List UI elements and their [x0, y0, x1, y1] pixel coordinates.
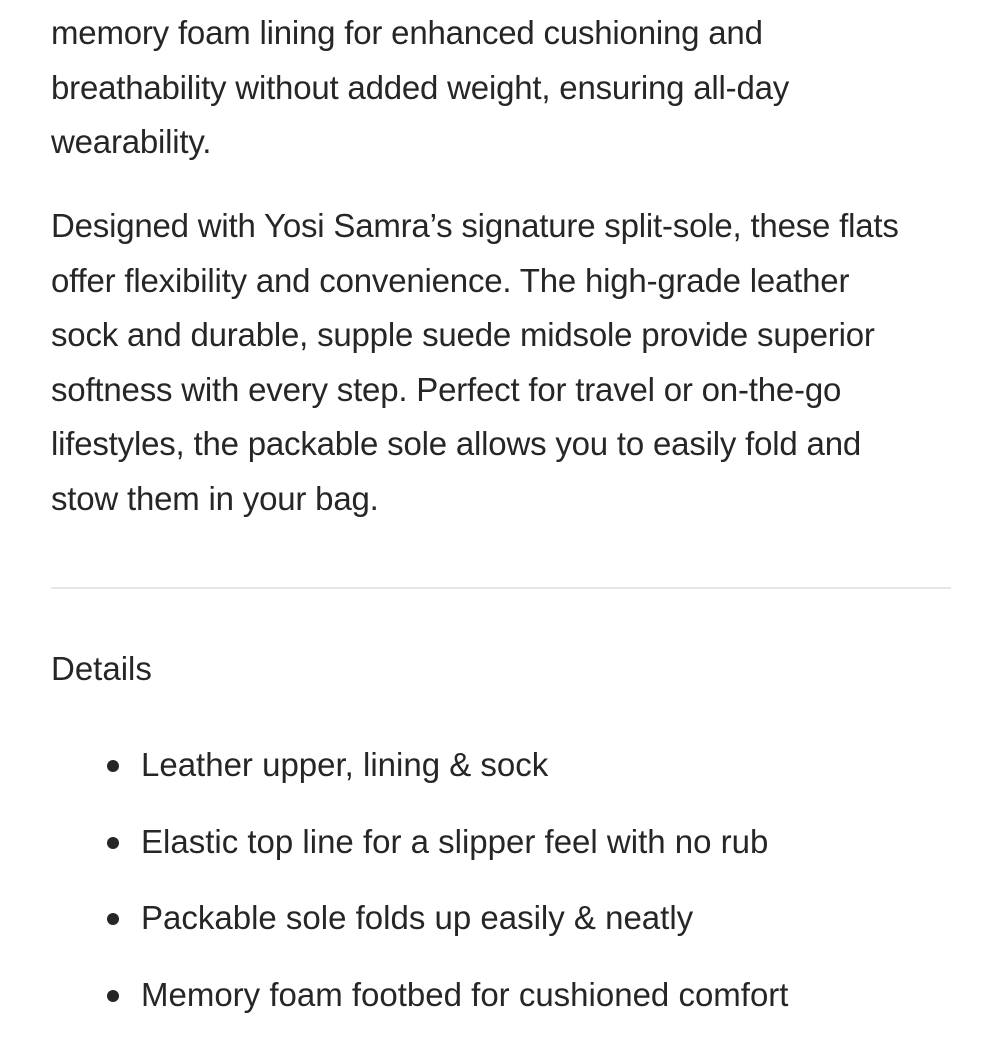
description-line: offer flexibility and convenience. The high-grade leather: [51, 262, 849, 299]
details-list-item: [51, 742, 951, 819]
details-item-text: Elastic top line for a slipper feel with no rub: [141, 823, 768, 860]
description-line: breathability without added weight, ensuring all-day: [51, 69, 789, 106]
description-paragraph-2: [51, 199, 951, 526]
description-line: lifestyles, the packable sole allows you to easily fold and: [51, 425, 861, 462]
details-heading: Details: [51, 647, 152, 691]
details-list: [51, 742, 951, 1048]
details-item-text: Packable sole folds up easily & neatly: [141, 899, 693, 936]
details-item-text: Leather upper, lining & sock: [141, 746, 548, 783]
description-line: wearability.: [51, 123, 211, 160]
details-list-item: [51, 895, 951, 972]
description-line: sock and durable, supple suede midsole provide superior: [51, 316, 875, 353]
description-line: memory foam lining for enhanced cushioning and: [51, 14, 763, 51]
details-list-item: [51, 972, 951, 1048]
bullet-icon: [107, 837, 119, 849]
section-divider: [51, 587, 951, 589]
description-paragraph-1: [51, 6, 951, 170]
description-line: Designed with Yosi Samra’s signature split-sole, these flats: [51, 207, 899, 244]
details-item-text: Memory foam footbed for cushioned comfort: [141, 976, 788, 1013]
details-list-item: [51, 819, 951, 896]
bullet-icon: [107, 913, 119, 925]
description-line: stow them in your bag.: [51, 480, 379, 517]
bullet-icon: [107, 760, 119, 772]
description-line: softness with every step. Perfect for travel or on-the-go: [51, 371, 841, 408]
